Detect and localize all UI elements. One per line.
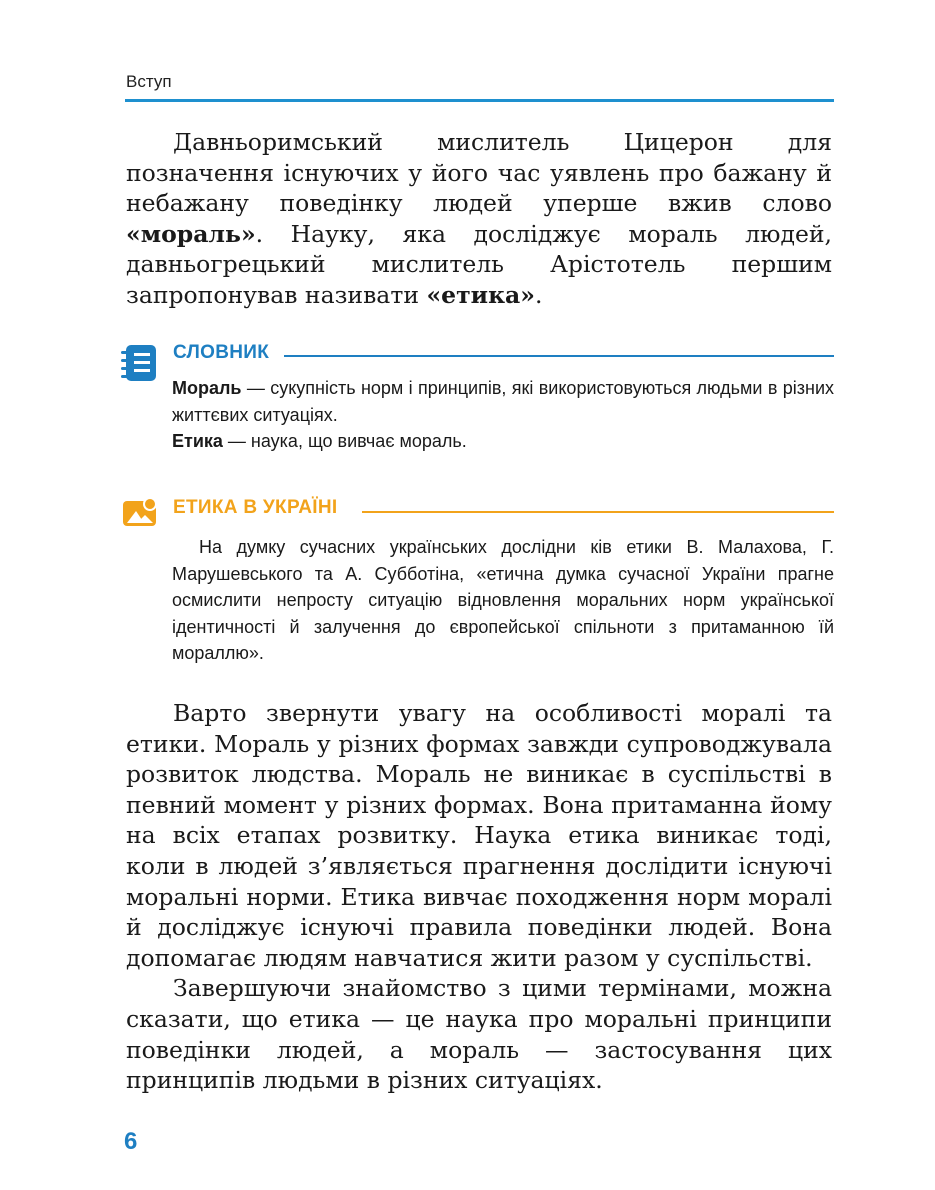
- ukraine-rule: [362, 511, 834, 513]
- header-rule: [125, 99, 834, 102]
- dictionary-entry: Мораль — сукупність норм і принципів, які використовуються людьми в різних життєвих ситуаціях.: [172, 378, 834, 425]
- dictionary-entry: Етика — наука, що вивчає мораль.: [172, 431, 467, 451]
- ukraine-text: На думку сучасних українських дослідни ків етики В. Малахова, Г. Марушевського та А. Субботіна, «етична думка сучасної України прагне осмислити непросту ситуацію відновлення моральних норм української ідентичності й залучення до європейської спільноти з притаманною їй мораллю».: [172, 537, 834, 663]
- image-icon: [122, 498, 160, 528]
- term-moral: «мораль»: [126, 219, 256, 248]
- section-title: Вступ: [126, 72, 172, 91]
- intro-paragraph: [126, 127, 832, 311]
- main-text: [126, 698, 832, 1096]
- paragraph: Завершуючи знайомство з цими термінами, можна сказати, що етика — це наука про моральні принципи поведінки людей, а мораль — застосування цих принципів людьми в різних ситуаціях.: [126, 974, 832, 1095]
- dictionary-rule: [284, 355, 834, 357]
- paragraph: Варто звернути увагу на особливості моралі та етики. Мораль у різних формах завжди супроводжувала розвиток людства. Мораль не виникає в суспільстві в певний момент у різних формах. Вона притаманна йому на всіх етапах розвитку. Наука етика виникає тоді, коли в людей з’являється прагнення дослідити існуючі моральні норми. Етика вивчає походження норм моралі й досліджує існуючі правила поведінки людей. Вона допомагає людям навчатися жити разом у суспільстві.: [126, 699, 832, 972]
- dictionary-title: СЛОВНИК: [173, 342, 270, 363]
- ukraine-title: ЕТИКА В УКРАЇНІ: [173, 497, 338, 518]
- intro-text: Давньоримський мислитель Цицерон для позначення існуючих у його час уявлень про бажану й небажану поведінку людей уперше вжив слово «мораль». Науку, яка досліджує мораль людей, давньогрецький мислитель Арістотель першим запропонував називати «етика».: [126, 128, 832, 309]
- notebook-icon: [120, 343, 158, 383]
- term-ethics: «етика»: [426, 280, 535, 309]
- ukraine-body: [172, 534, 834, 667]
- page-number: 6: [124, 1128, 138, 1155]
- dictionary-body: [172, 375, 834, 455]
